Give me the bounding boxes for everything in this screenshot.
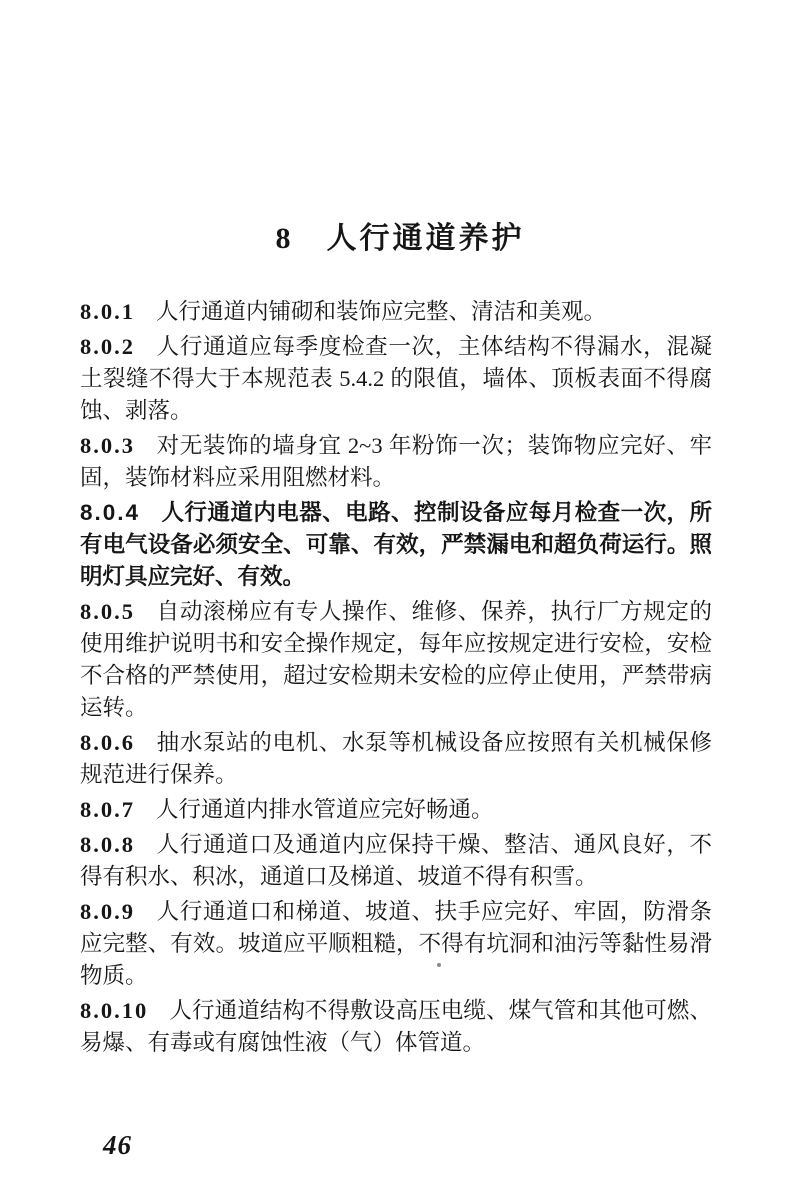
clause — [80, 331, 712, 427]
clause-text: 抽水泵站的电机、水泵等机械设备应按照有关机械保修规范进行保养。 — [80, 730, 712, 787]
clause-text: 人行通道内铺砌和装饰应完整、清洁和美观。 — [156, 299, 607, 324]
chapter-number: 8 — [275, 222, 291, 255]
clause-number: 8.0.2 — [80, 334, 135, 359]
clause-number: 8.0.4 — [80, 500, 141, 525]
clause — [80, 995, 712, 1059]
clause — [80, 727, 712, 791]
clause — [80, 430, 712, 494]
clause-number: 8.0.3 — [80, 433, 135, 458]
clause-number: 8.0.10 — [80, 998, 149, 1023]
clause — [80, 794, 712, 826]
clause-number: 8.0.1 — [80, 299, 135, 324]
clause-number: 8.0.6 — [80, 730, 135, 755]
clause — [80, 829, 712, 893]
ink-speck — [437, 963, 441, 967]
clause — [80, 497, 712, 593]
chapter-title — [0, 213, 800, 257]
clause-number: 8.0.8 — [80, 832, 135, 857]
clause-text: 自动滚梯应有专人操作、维修、保养，执行厂方规定的使用维护说明书和安全操作规定，每年应按规定进行安检，安检不合格的严禁使用，超过安检期未安检的应停止使用，严禁带病运转。 — [80, 599, 712, 720]
clause-text: 人行通道应每季度检查一次，主体结构不得漏水，混凝土裂缝不得大于本规范表 5.4.2 的限值，墙体、顶板表面不得腐蚀、剥落。 — [80, 334, 712, 423]
clause-text: 人行通道口和梯道、坡道、扶手应完好、牢固，防滑条应完整、有效。坡道应平顺粗糙，不得有坑洞和油污等黏性易滑物质。 — [80, 899, 712, 988]
chapter-title-text: 人行通道养护 — [326, 222, 525, 255]
clause — [80, 896, 712, 992]
clause-number: 8.0.5 — [80, 599, 135, 624]
clause-text: 人行通道结构不得敷设高压电缆、煤气管和其他可燃、易爆、有毒或有腐蚀性液（气）体管道。 — [80, 998, 712, 1055]
page-number: 46 — [103, 1130, 132, 1160]
clause-number: 8.0.9 — [80, 899, 135, 924]
clause-text: 对无装饰的墙身宜 2~3 年粉饰一次；装饰物应完好、牢固，装饰材料应采用阻燃材料。 — [80, 433, 712, 490]
clause-list — [80, 296, 712, 1062]
clause — [80, 596, 712, 724]
clause-number: 8.0.7 — [80, 797, 135, 822]
clause-text: 人行通道内排水管道应完好畅通。 — [156, 797, 494, 822]
clause-text: 人行通道口及通道内应保持干燥、整洁、通风良好，不得有积水、积冰，通道口及梯道、坡道不得有积雪。 — [80, 832, 712, 889]
clause — [80, 296, 712, 328]
clause-text: 人行通道内电器、电路、控制设备应每月检查一次，所有电气设备必须安全、可靠、有效，严禁漏电和超负荷运行。照明灯具应完好、有效。 — [80, 500, 712, 589]
